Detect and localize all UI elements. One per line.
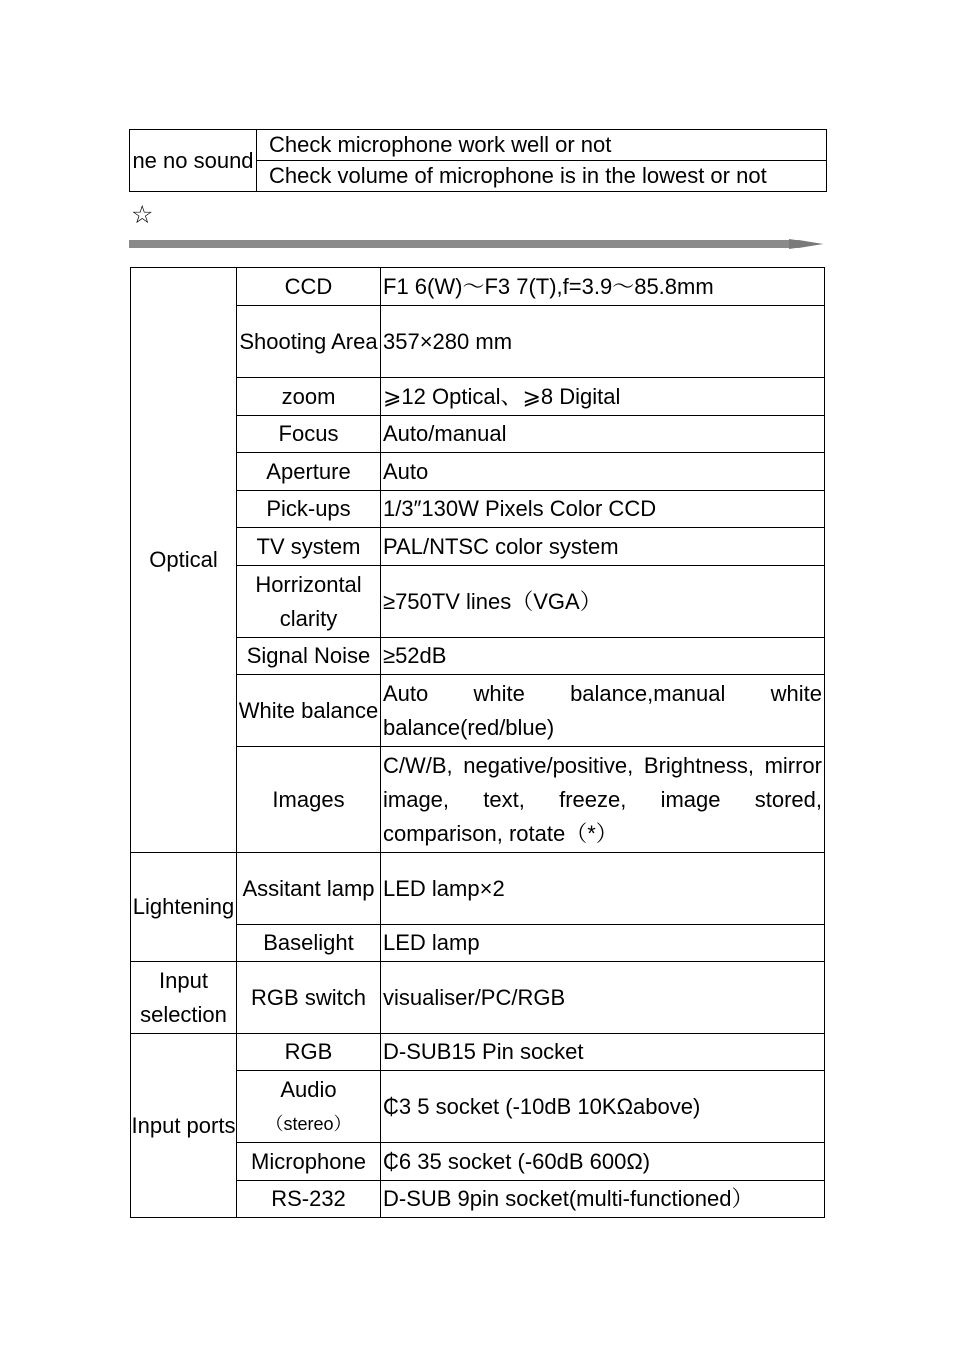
spec-value: Auto white balance,manual white balance(red/blue) [381,675,825,747]
spec-name: Baselight [237,925,381,962]
spec-name-sub: （stereo） [265,1113,352,1134]
problem-category: ne no sound [130,130,257,192]
group-input-ports: Input ports [131,1034,237,1218]
spec-value: ⩾12 Optical、⩾8 Digital [381,378,825,416]
spec-value: C/W/B, negative/positive, Brightness, mirror image, text, freeze, image stored, comparison, rotate（*） [381,747,825,853]
specifications-table [130,267,825,1218]
spec-name: Pick-ups [237,491,381,528]
spec-name: Signal Noise [237,638,381,675]
check-item: Check volume of microphone is in the lowest or not [257,161,827,192]
spec-name: zoom [237,378,381,416]
spec-value: 357×280 mm [381,306,825,378]
spec-name: CCD [237,268,381,306]
star-icon: ☆ [131,200,154,229]
spec-value: D-SUB 9pin socket(multi-functioned） [381,1181,825,1218]
spec-name: Horrizontal clarity [237,566,381,638]
spec-value: PAL/NTSC color system [381,528,825,566]
spec-value: ₵6 35 socket (-60dB 600Ω) [381,1143,825,1181]
group-lightening: Lightening [131,853,237,962]
spec-value: Auto/manual [381,416,825,453]
spec-name: RGB [237,1034,381,1071]
spec-name: Aperture [237,453,381,491]
spec-name: TV system [237,528,381,566]
spec-value: Auto [381,453,825,491]
spec-value: visualiser/PC/RGB [381,962,825,1034]
spec-value: F1 6(W)～F3 7(T),f=3.9～85.8mm [381,268,825,306]
spec-name: RGB switch [237,962,381,1034]
check-item: Check microphone work well or not [257,130,827,161]
spec-value: LED lamp [381,925,825,962]
spec-name: RS-232 [237,1181,381,1218]
spec-name: Assitant lamp [237,853,381,925]
spec-name-audio [237,1071,381,1143]
group-input-selection: Input selection [131,962,237,1034]
spec-value: ₵3 5 socket (-10dB 10KΩabove) [381,1071,825,1143]
group-optical: Optical [131,268,237,853]
troubleshooting-table [129,129,827,192]
spec-name: Audio [280,1076,337,1102]
section-divider [129,237,825,251]
spec-value: LED lamp×2 [381,853,825,925]
spec-name: Focus [237,416,381,453]
spec-name: White balance [237,675,381,747]
spec-value: D-SUB15 Pin socket [381,1034,825,1071]
spec-value: 1/3″130W Pixels Color CCD [381,491,825,528]
spec-name: Microphone [237,1143,381,1181]
spec-name: Images [237,747,381,853]
spec-value: ≥52dB [381,638,825,675]
spec-value: ≥750TV lines（VGA） [381,566,825,638]
spec-name: Shooting Area [237,306,381,378]
